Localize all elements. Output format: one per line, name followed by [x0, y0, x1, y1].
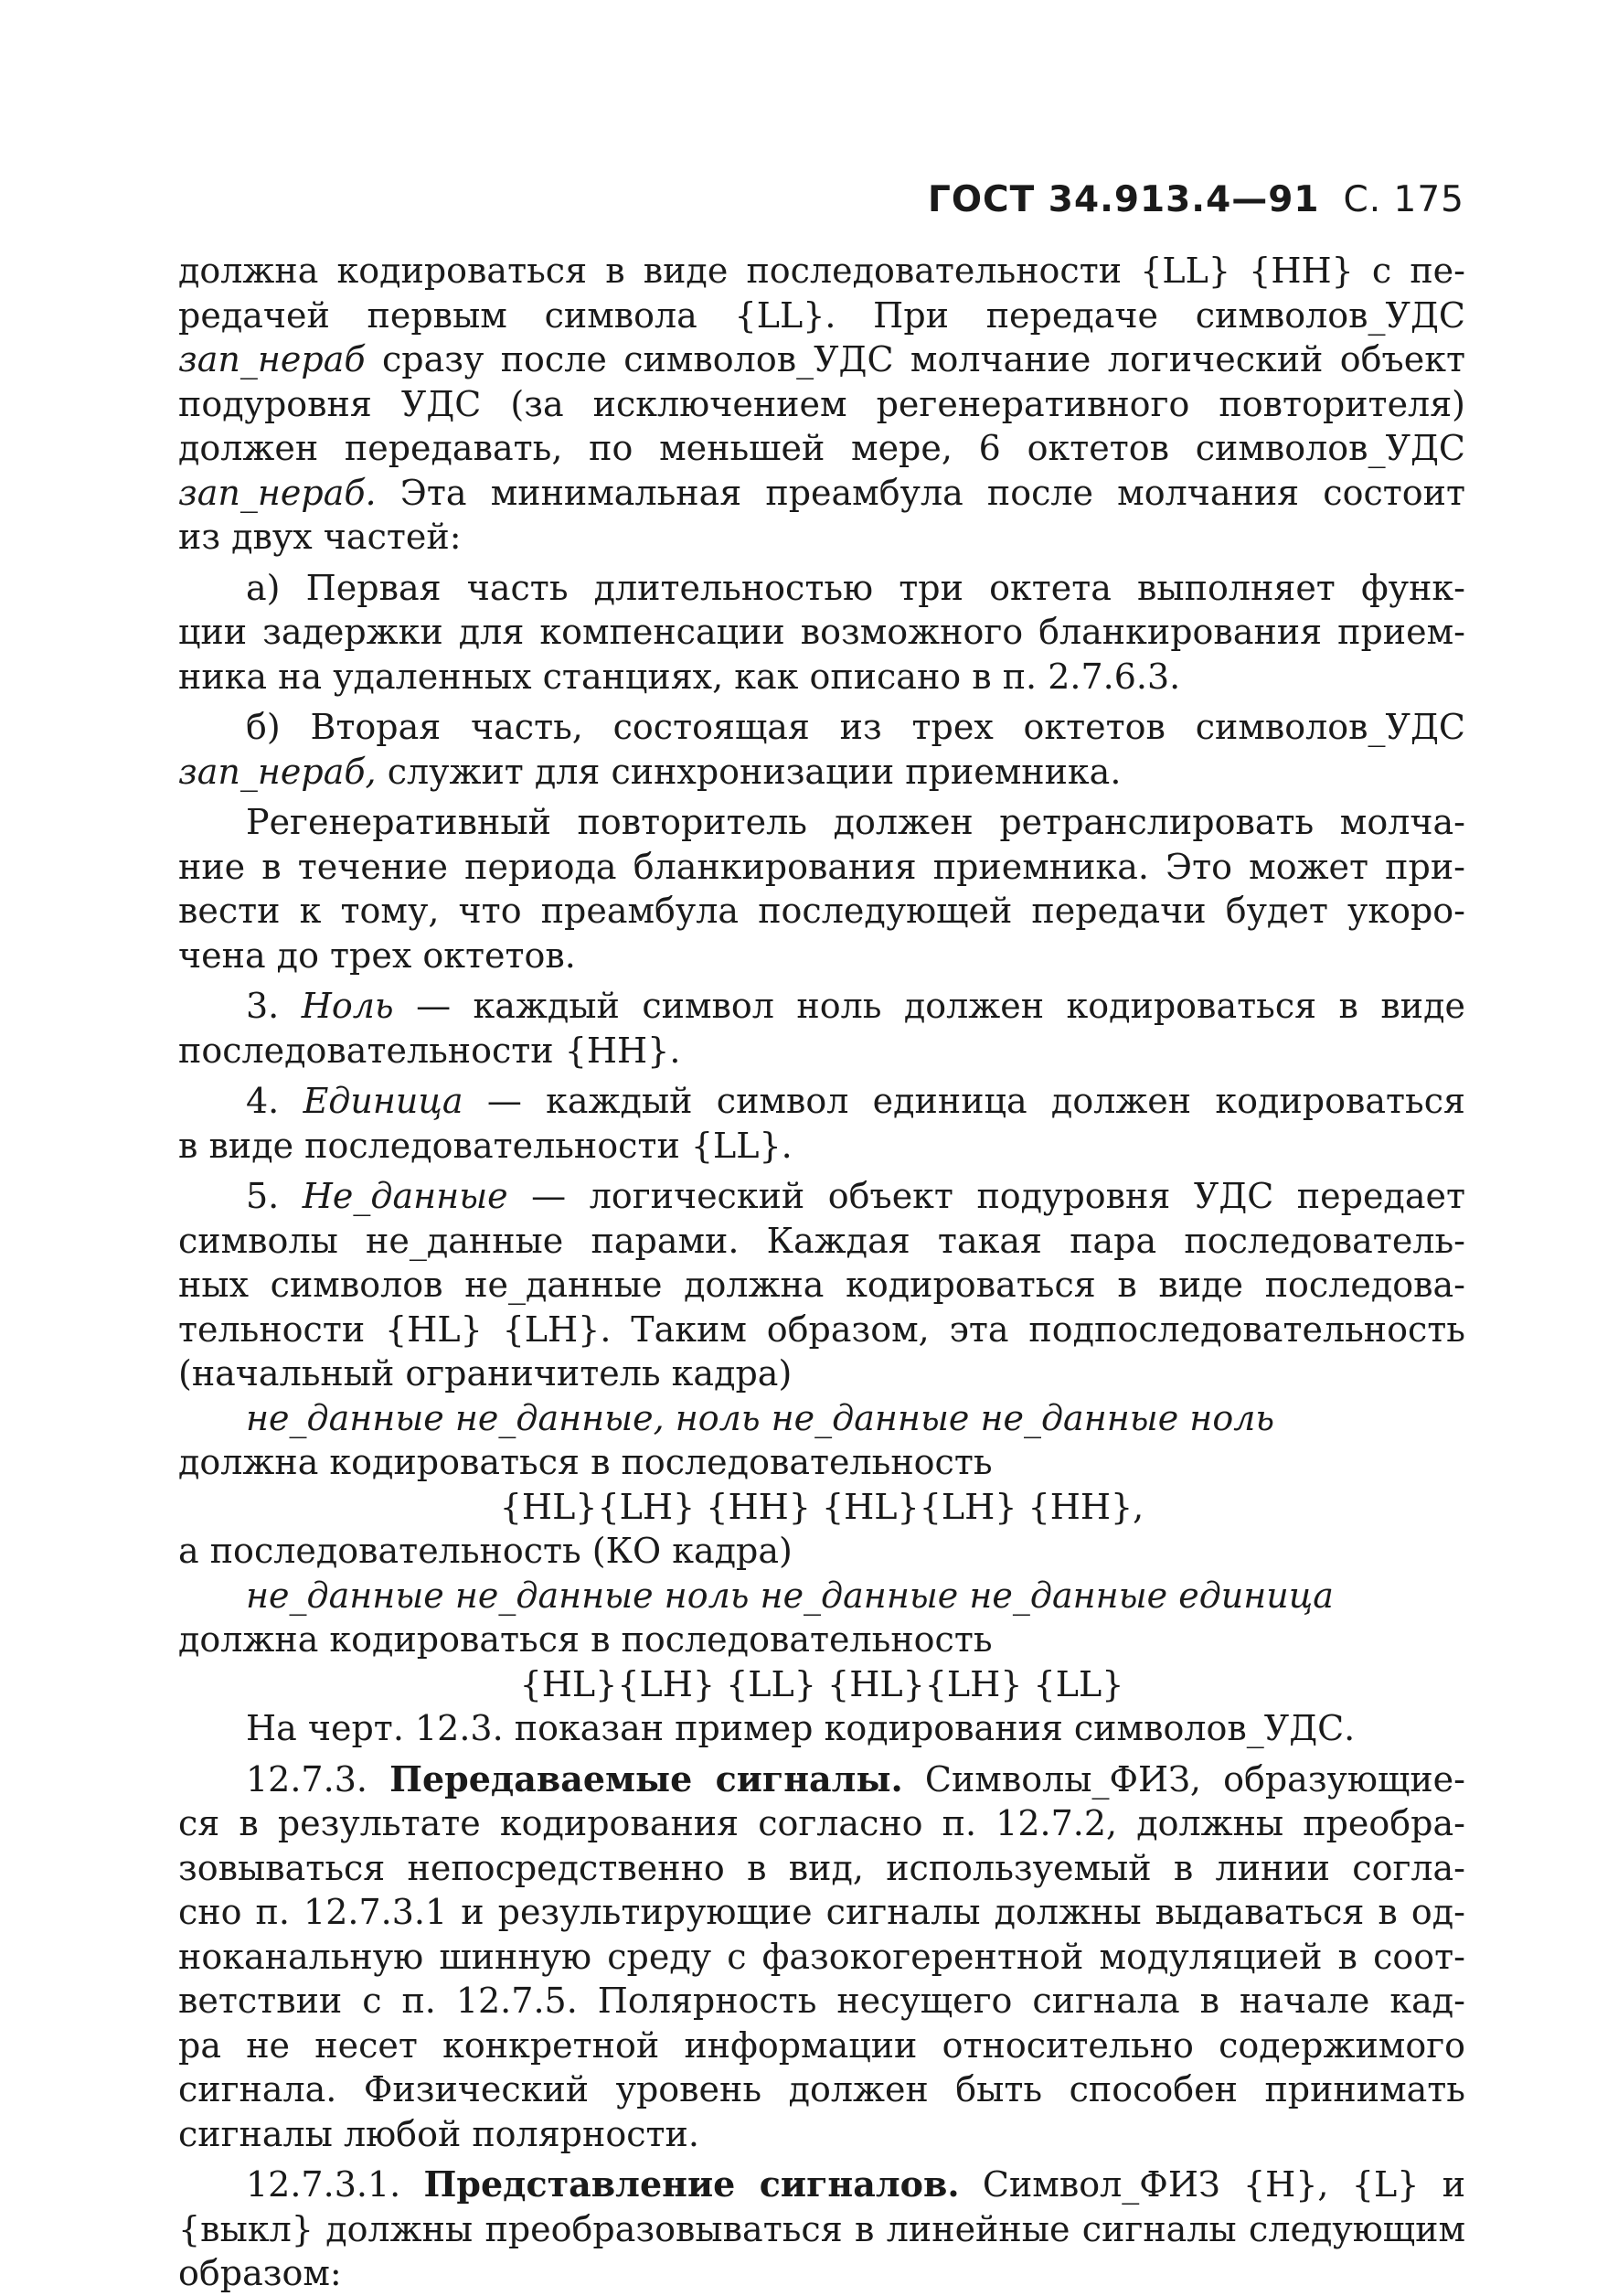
text-line: чена до трех октетов.: [178, 934, 576, 976]
text-line: зап_нераб сразу после символов_УДС молчание логический объект: [178, 339, 1465, 379]
text-line: должна кодироваться в последовательность: [178, 1442, 993, 1482]
text-line: редачей первым символа {LL}. При передаче символов_УДС: [178, 294, 1465, 336]
text-line: ся в результате кодирования согласно п. 12.7.2, должны преобра-: [178, 1803, 1465, 1843]
text-line: ние в течение периода бланкирования приемника. Это может при-: [178, 846, 1465, 887]
formula-italic: не_данные не_данные, ноль не_данные не_данные ноль: [246, 1397, 1275, 1438]
page-header: [928, 179, 1464, 220]
document-body: [178, 249, 1465, 2296]
paragraph-start: Регенеративный повторитель должен ретранслировать молча-: [246, 802, 1465, 842]
text-line: тельности {HL} {LH}. Таким образом, эта подпоследовательность: [178, 1308, 1465, 1350]
section-title: Передаваемые сигналы.: [389, 1757, 903, 1799]
text-line: вести к тому, что преамбула последующей передачи будет укоро-: [178, 891, 1465, 931]
term-italic: зап_нераб,: [178, 751, 377, 792]
text-line: последовательности {HH}.: [178, 1030, 681, 1071]
text-line: образом:: [178, 2253, 342, 2293]
text-line: зап_нераб, служит для синхронизации приемника.: [178, 751, 1122, 792]
list-item: 4. Единица — каждый символ единица должен кодироваться: [246, 1081, 1465, 1121]
code-sequence: {HL}{LH} {HH} {HL}{LH} {HH},: [499, 1486, 1144, 1527]
text-line: (начальный ограничитель кадра): [178, 1353, 793, 1394]
list-item: а) Первая часть длительностью три октета выполняет функ-: [246, 567, 1465, 608]
text-line: зовываться непосредственно в вид, используемый в линии согла-: [178, 1847, 1465, 1888]
text-line: ных символов не_данные должна кодироваться в виде последова-: [178, 1265, 1465, 1305]
standard-number: ГОСТ 34.913.4—91: [928, 179, 1320, 220]
text-line: сно п. 12.7.3.1 и результирующие сигналы должны выдаваться в од-: [178, 1892, 1465, 1932]
section-heading-line: 12.7.3. Передаваемые сигналы. Символы_ФИЗ, образующие-: [246, 1757, 1465, 1799]
text-line: сигналы любой полярности.: [178, 2113, 699, 2154]
term-italic: зап_нераб: [178, 339, 366, 379]
text-line: должен передавать, по меньшей мере, 6 октетов символов_УДС: [178, 428, 1465, 468]
section-heading-line: 12.7.3.1. Представление сигналов. Символ_ФИЗ {H}, {L} и: [246, 2163, 1466, 2205]
code-sequence: {HL}{LH} {LL} {HL}{LH} {LL}: [519, 1663, 1124, 1704]
text-line: сигнала. Физический уровень должен быть способен принимать: [178, 2069, 1465, 2109]
page-number: С. 175: [1343, 179, 1464, 220]
text-line: а последовательность (КО кадра): [178, 1531, 793, 1571]
text-line: должна кодироваться в виде последовательности {LL} {HH} с пе-: [178, 251, 1465, 291]
term-italic: Единица: [303, 1081, 463, 1121]
text-line: зап_нераб. Эта минимальная преамбула после молчания состоит: [178, 472, 1465, 513]
term-italic: Ноль: [301, 986, 394, 1026]
text-line: ра не несет конкретной информации относительно содержимого: [178, 2024, 1465, 2066]
text-line: ноканальную шинную среду с фазокогерентной модуляцией в соот-: [178, 1936, 1465, 1977]
term-italic: Не_данные: [302, 1176, 508, 1216]
term-italic: зап_нераб.: [178, 472, 377, 513]
text-line: {выкл} должны преобразовываться в линейные сигналы следующим: [178, 2208, 1465, 2249]
text-line: должна кодироваться в последовательность: [178, 1619, 993, 1660]
list-item: 3. Ноль — каждый символ ноль должен кодироваться в виде: [246, 986, 1465, 1026]
list-item: 5. Не_данные — логический объект подуровня УДС передает: [246, 1176, 1465, 1216]
text-line: из двух частей:: [178, 517, 462, 557]
text-line: подуровня УДС (за исключением регенеративного повторителя): [178, 383, 1465, 424]
text-line: в виде последовательности {LL}.: [178, 1125, 793, 1166]
section-title: Представление сигналов.: [423, 2163, 960, 2205]
text-line: На черт. 12.3. показан пример кодирования символов_УДС.: [246, 1708, 1356, 1748]
text-line: ции задержки для компенсации возможного бланкирования прием-: [178, 612, 1465, 652]
formula-italic: не_данные не_данные ноль не_данные не_данные единица: [246, 1575, 1334, 1616]
text-line: символы не_данные парами. Каждая такая пара последователь-: [178, 1220, 1465, 1261]
list-item: б) Вторая часть, состоящая из трех октетов символов_УДС: [246, 707, 1465, 747]
text-line: ника на удаленных станциях, как описано в п. 2.7.6.3.: [178, 656, 1181, 697]
text-line: ветствии с п. 12.7.5. Полярность несущего сигнала в начале кад-: [178, 1981, 1465, 2021]
